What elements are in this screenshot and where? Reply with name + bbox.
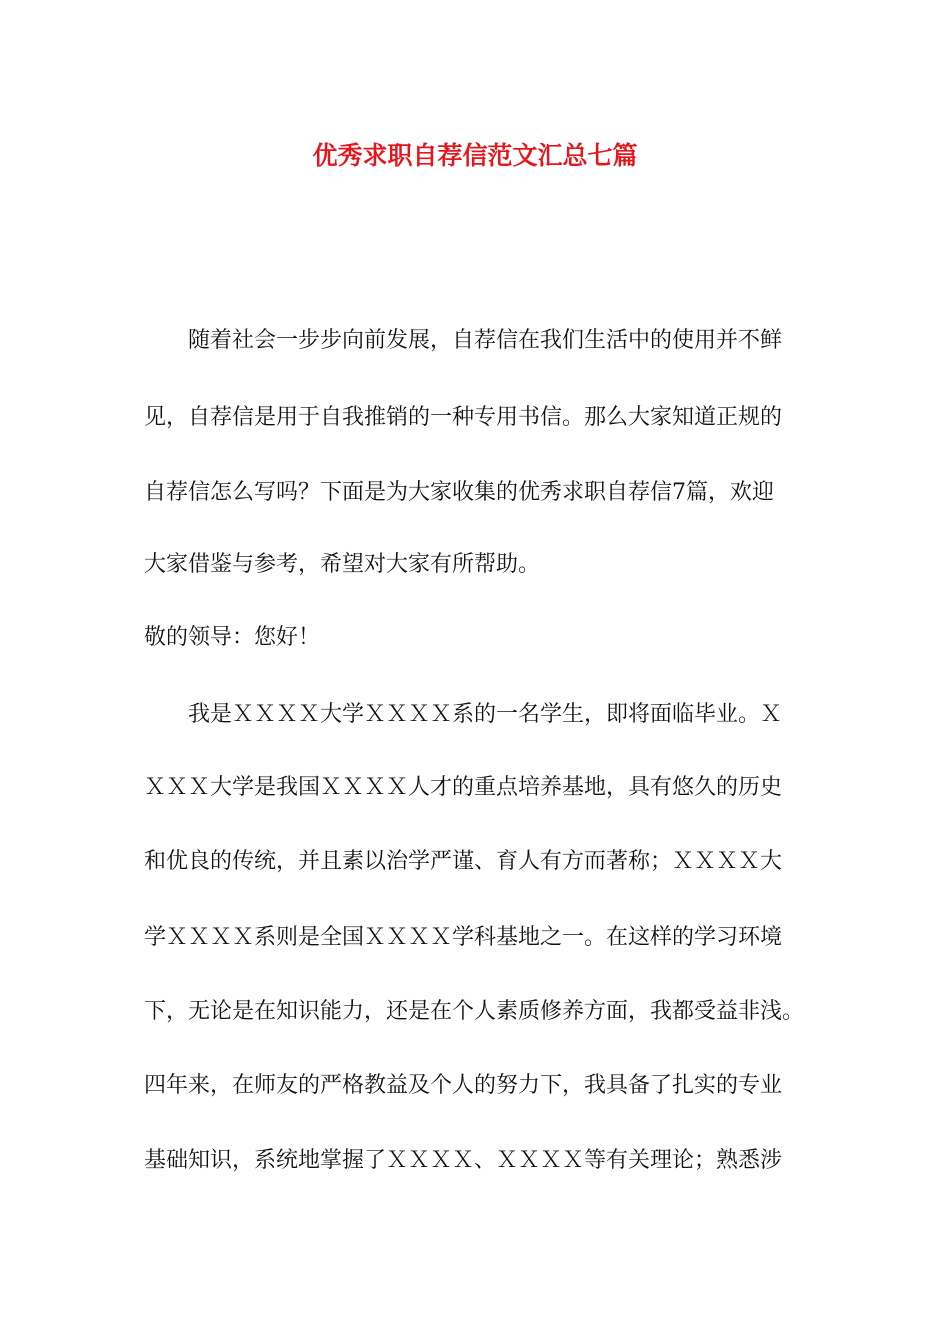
body-line: 见，自荐信是用于自我推销的一种专用书信。那么大家知道正规的: [144, 405, 783, 430]
body-line: 下，无论是在知识能力，还是在个人素质修养方面，我都受益非浅。: [144, 999, 805, 1024]
document-title: 优秀求职自荐信范文汇总七篇: [312, 141, 638, 170]
body-line: 随着社会一步步向前发展，自荐信在我们生活中的使用并不鲜: [144, 328, 783, 353]
body-line: 和优良的传统，并且素以治学严谨、育人有方而著称；ＸＸＸＸ大: [144, 849, 783, 874]
salutation-line: 敬的领导：您好！: [144, 625, 321, 650]
body-line: 大家借鉴与参考，希望对大家有所帮助。: [144, 552, 541, 577]
body-line: 基础知识，系统地掌握了ＸＸＸＸ、ＸＸＸＸ等有关理论；熟悉涉: [144, 1148, 783, 1173]
body-line: 我是ＸＸＸＸ大学ＸＸＸＸ系的一名学生，即将面临毕业。Ｘ: [144, 702, 783, 727]
body-line: 学ＸＸＸＸ系则是全国ＸＸＸＸ学科基地之一。在这样的学习环境: [144, 925, 783, 950]
body-line: 自荐信怎么写吗？下面是为大家收集的优秀求职自荐信7篇，欢迎: [144, 480, 774, 505]
body-line: ＸＸＸ大学是我国ＸＸＸＸ人才的重点培养基地，具有悠久的历史: [144, 775, 783, 800]
body-line: 四年来，在师友的严格教益及个人的努力下，我具备了扎实的专业: [144, 1073, 783, 1098]
